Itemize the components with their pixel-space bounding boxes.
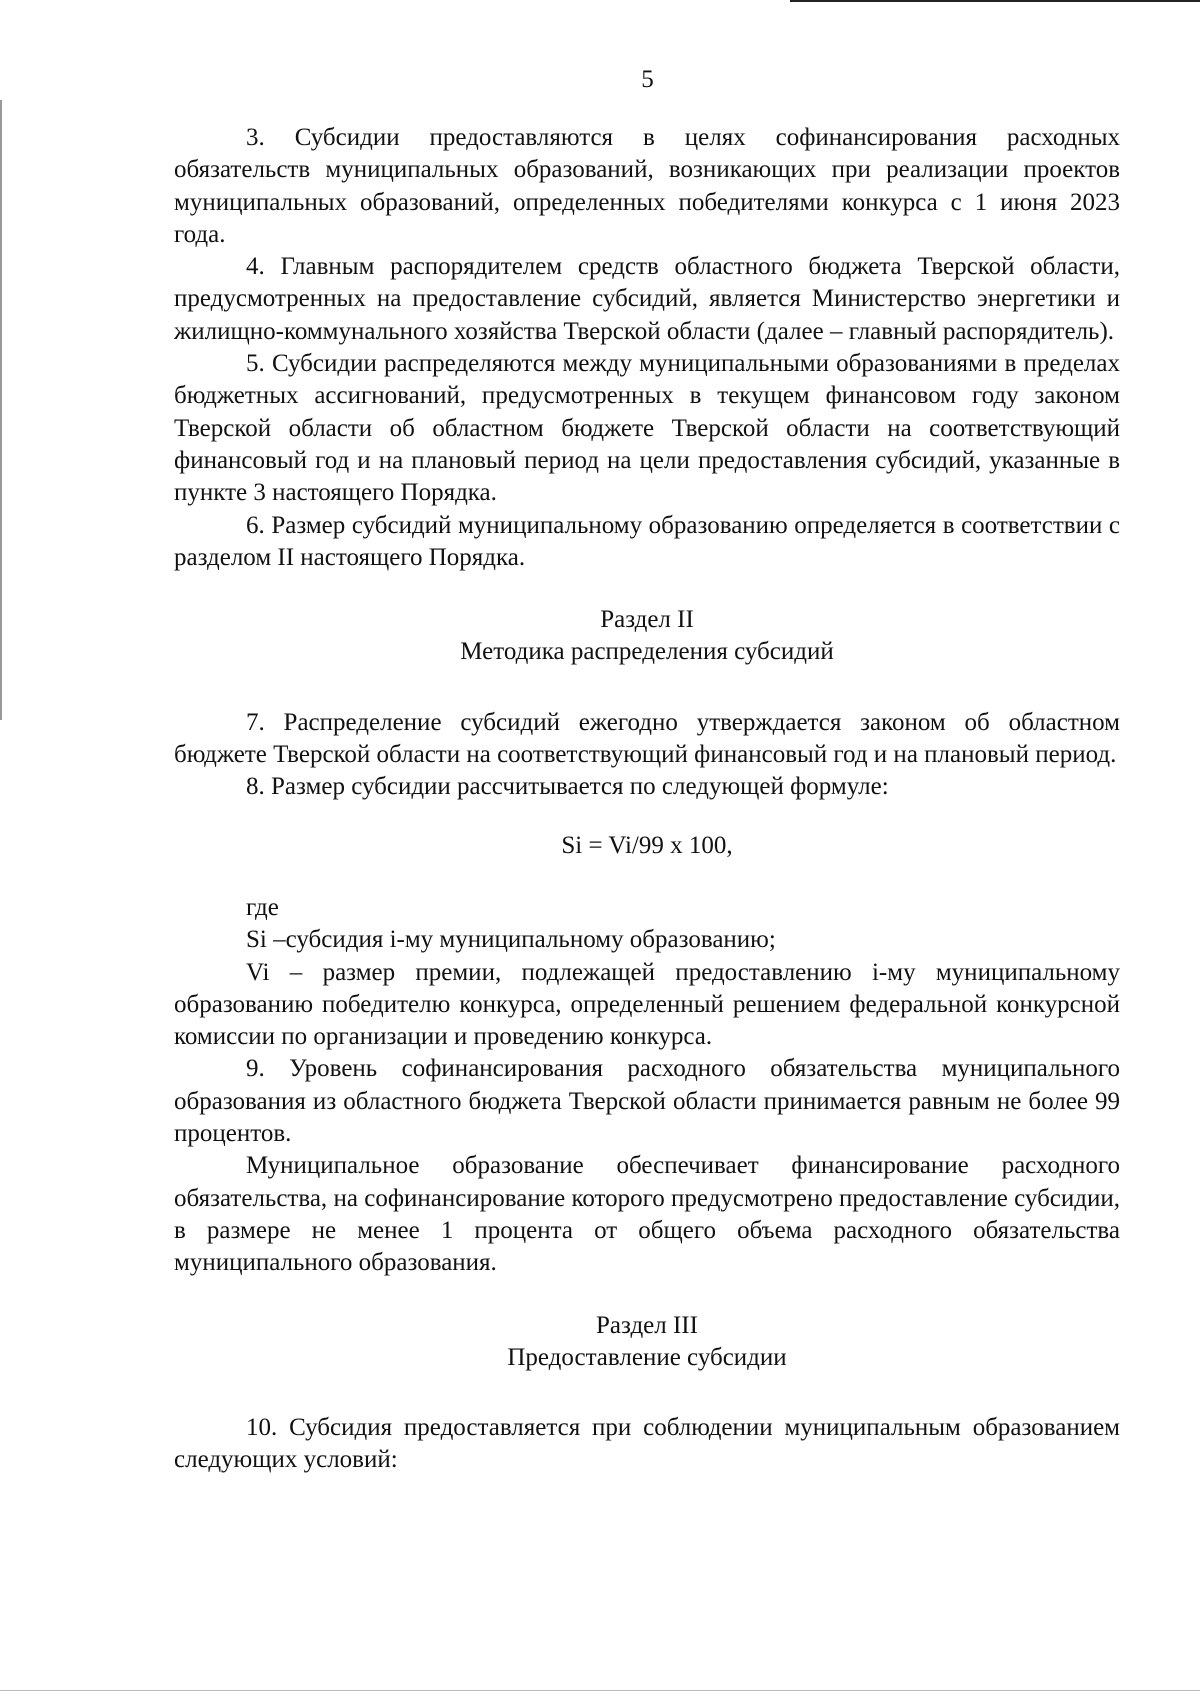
scan-edge-bottom [0, 1690, 1200, 1691]
definition-si: Si –субсидия i-му муниципальному образованию; [246, 926, 776, 954]
paragraph-4: 4. Главным распорядителем средств областного бюджета Тверской области, предусмотренных на предоставление субсидий, является Министерство энергетики и жилищно-коммунального хозяйства Тверской области (далее – главный распорядитель). [174, 253, 1120, 345]
document-body [174, 122, 1120, 1477]
page-number: 5 [641, 66, 654, 93]
paragraph-3: 3. Субсидии предоставляются в целях софинансирования расходных обязательств муниципальных образований, возникающих при реализации проектов муниципальных образований, определенных победителями конкурса с 1 июня 2023 года. [174, 124, 1120, 248]
paragraph-5: 5. Субсидии распределяются между муниципальными образованиями в пределах бюджетных ассигнований, предусмотренных в текущем финансовом году законом Тверской области об областном бюджете Тверской области на соответствующий финансовый год и на плановый период на цели предоставления субсидий, указанные в пункте 3 настоящего Порядка. [174, 350, 1120, 507]
scan-edge-left [0, 100, 2, 720]
paragraph-10: 10. Субсидия предоставляется при соблюдении муниципальным образованием следующих условий: [174, 1414, 1120, 1474]
scan-edge-top [790, 0, 1200, 2]
section-2-label: Раздел II [600, 606, 694, 634]
section-3-label: Раздел III [596, 1311, 698, 1339]
paragraph-7: 7. Распределение субсидий ежегодно утверждается законом об областном бюджете Тверской области на соответствующий финансовый год и на плановый период. [174, 708, 1120, 769]
paragraph-cofinancing: Муниципальное образование обеспечивает финансирование расходного обязательства, на софинансирование которого предусмотрено предоставление субсидии, в размере не менее 1 процента от общего объема расходного обязательства муниципального образования. [174, 1152, 1120, 1277]
section-2-title: Методика распределения субсидий [460, 638, 834, 666]
paragraph-8: 8. Размер субсидии рассчитывается по следующей формуле: [246, 773, 889, 801]
section-3-title: Предоставление субсидии [507, 1343, 787, 1371]
paragraph-9: 9. Уровень софинансирования расходного обязательства муниципального образования из областного бюджета Тверской области принимается равным не более 99 процентов. [174, 1055, 1120, 1148]
paragraph-6: 6. Размер субсидий муниципальному образованию определяется в соответствии с разделом II настоящего Порядка. [174, 511, 1120, 571]
definition-vi: Vi – размер премии, подлежащей предоставлению i-му муниципальному образованию победителю конкурса, определенный решением федеральной конкурсной комиссии по организации и проведению конкурса. [174, 958, 1120, 1051]
subsidy-formula: Si = Vi/99 х 100, [561, 831, 733, 859]
where-label: где [246, 893, 279, 921]
